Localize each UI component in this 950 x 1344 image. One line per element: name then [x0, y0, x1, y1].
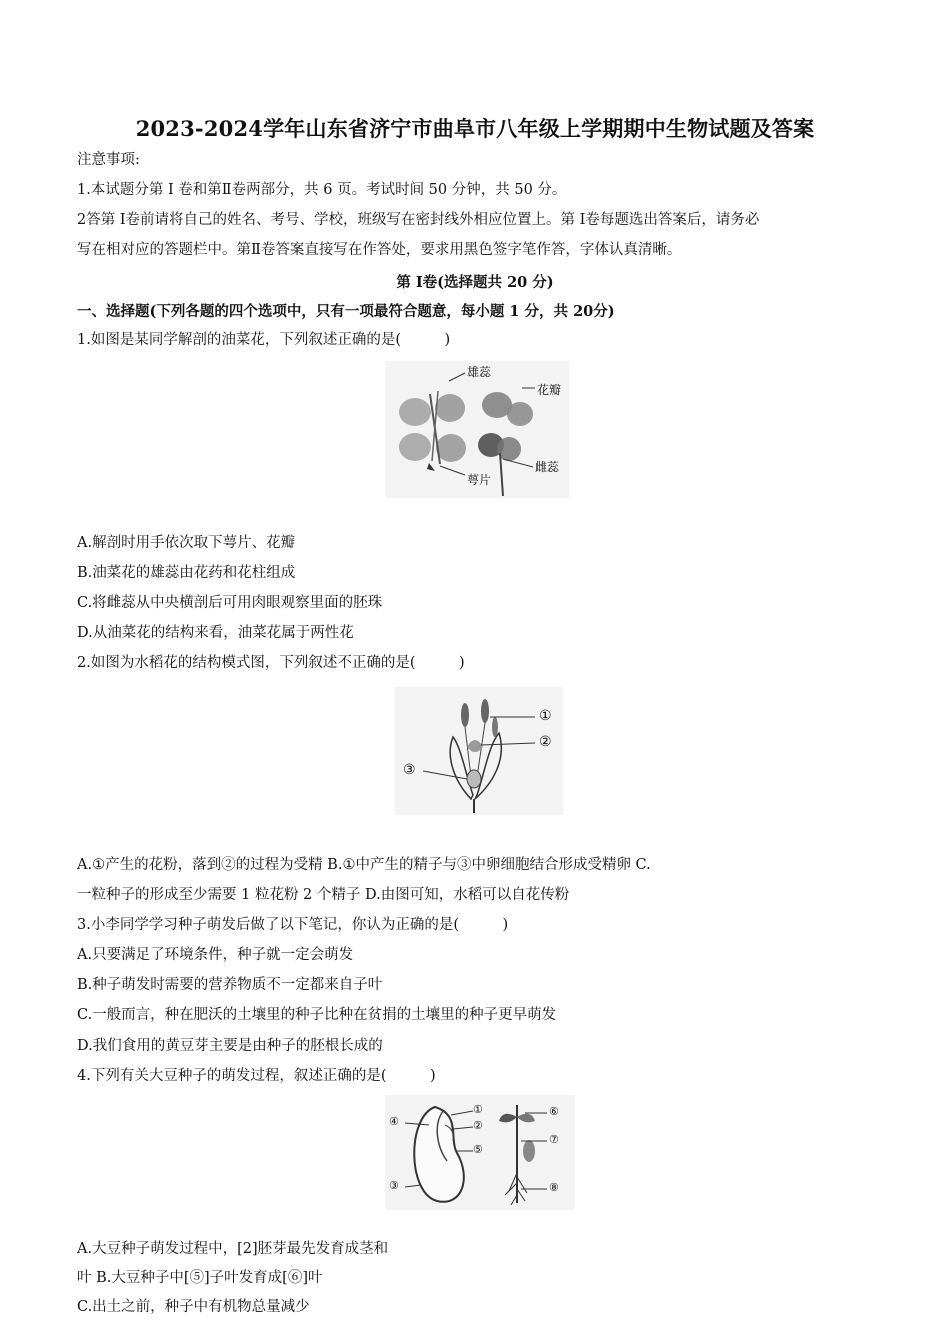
q4-options-line-3: C.出土之前，种子中有机物总量减少 — [77, 1299, 310, 1315]
volume-title: 第 I卷(选择题共 20 分) — [396, 274, 554, 291]
q4-figure-soybean-seed — [385, 1095, 575, 1210]
q4-label-8: ⑧ — [549, 1181, 559, 1194]
notice-item-2-line-1: 2答第 I卷前请将自己的姓名、考号、学校，班级写在密封线外相应位置上。第 I卷每题选出答案后，请务必 — [77, 212, 760, 228]
q4-label-7: ⑦ — [549, 1133, 559, 1146]
q1-label-stamen: 雄蕊 — [467, 365, 492, 379]
q2-label-1: ① — [539, 708, 552, 724]
q4-label-3: ③ — [389, 1179, 399, 1192]
q3-option-c: C.一般而言，种在肥沃的土壤里的种子比种在贫捐的土壤里的种子更早萌发 — [77, 1007, 557, 1023]
q2-label-2: ② — [539, 734, 552, 750]
q1-option-c: C.将雌蕊从中央横剖后可用肉眼观察里面的胚珠 — [77, 595, 383, 611]
q2-options-line-1: A.①产生的花粉，落到②的过程为受精 B.①中产生的精子与③中卵细胞结合形成受精卵 C. — [77, 857, 651, 873]
q1-label-petal: 花瓣 — [537, 383, 562, 397]
q3-option-b: B.种子萌发时需要的营养物质不一定都来自子叶 — [77, 977, 383, 993]
q4-label-1: ① — [473, 1103, 483, 1116]
q1-option-b: B.油菜花的雄蕊由花药和花柱组成 — [77, 565, 296, 581]
q4-options-line-2: 叶 B.大豆种子中[⑤]子叶发育成[⑥]叶 — [77, 1270, 323, 1286]
q2-figure-rice-flower — [395, 687, 563, 815]
q4-options-line-1: A.大豆种子萌发过程中，[2]胚芽最先发育成茎和 — [77, 1241, 389, 1257]
q4-label-4: ④ — [389, 1115, 399, 1128]
q3-option-a: A.只要满足了环境条件，种子就一定会萌发 — [77, 947, 354, 963]
notice-item-2-line-2: 写在相对应的答题栏中。第Ⅱ卷答案直接写在作答处，要求用黑色签字笔作答，字体认真清晰。 — [77, 242, 682, 258]
q1-option-a: A.解剖时用手依次取下萼片、花瓣 — [77, 535, 296, 551]
notice-heading: 注意事项: — [77, 152, 140, 168]
q1-figure-rapeseed-flower — [385, 361, 569, 498]
q1-label-pistil: 雌蕊 — [535, 460, 560, 474]
q4-label-2: ② — [473, 1119, 483, 1132]
q4-label-6: ⑥ — [549, 1105, 559, 1118]
q2-label-3: ③ — [403, 762, 416, 778]
q2-stem: 2.如图为水稻花的结构模式图，下列叙述不正确的是( ) — [77, 655, 465, 671]
rice-flower-illustration — [395, 687, 563, 815]
q4-stem: 4.下列有关大豆种子的萌发过程，叙述正确的是( ) — [77, 1068, 436, 1084]
q1-stem: 1.如图是某同学解剖的油菜花，下列叙述正确的是( ) — [77, 332, 451, 348]
q2-options-line-2: 一粒种子的形成至少需要 1 粒花粉 2 个精子 D.由图可知，水稻可以自花传粉 — [77, 887, 570, 903]
q1-option-d: D.从油菜花的结构来看，油菜花属于两性花 — [77, 625, 354, 641]
notice-item-1: 1.本试题分第 Ⅰ 卷和第Ⅱ卷两部分，共 6 页。考试时间 50 分钟，共 50 分。 — [77, 182, 567, 198]
q3-option-d: D.我们食用的黄豆芽主要是由种子的胚根长成的 — [77, 1038, 383, 1054]
exam-title: 2023-2024学年山东省济宁市曲阜市八年级上学期期中生物试题及答案 — [135, 116, 815, 141]
part-title: 一、选择题(下列各题的四个选项中，只有一项最符合题意，每小题 1 分，共 20分) — [77, 303, 615, 320]
q3-stem: 3.小李同学学习种子萌发后做了以下笔记，你认为正确的是( ) — [77, 917, 509, 933]
q4-label-5: ⑤ — [473, 1143, 483, 1156]
q1-label-sepal: 萼片 — [467, 473, 492, 487]
